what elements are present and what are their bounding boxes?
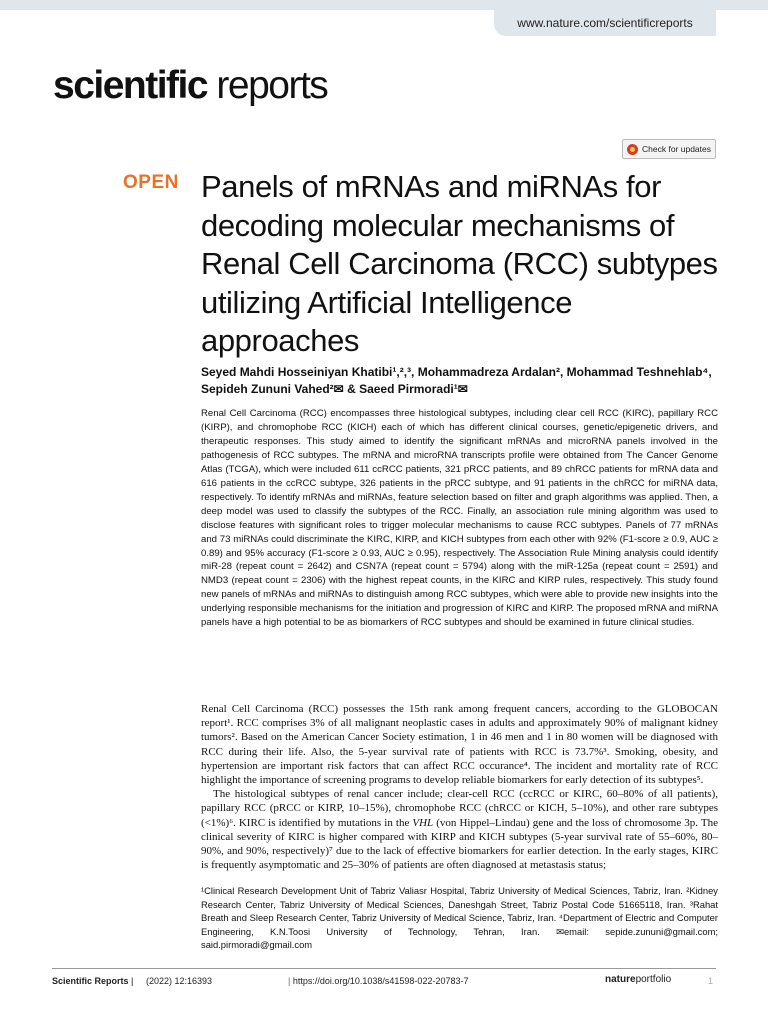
top-band <box>0 0 768 10</box>
footer-journal: Scientific Reports | <box>52 976 134 986</box>
article-title: Panels of mRNAs and miRNAs for decoding molecular mechanisms of Renal Cell Carcinoma (RCC) subtypes utilizing Artificial Intelligence approaches <box>201 169 718 358</box>
open-access-label: OPEN <box>123 172 179 193</box>
body-text <box>201 702 718 872</box>
page-number: 1 <box>708 976 714 986</box>
footer-divider <box>52 968 716 969</box>
publisher-logo: natureportfolio <box>605 974 672 985</box>
gene-name: VHL <box>412 816 434 829</box>
check-for-updates-label: Check for updates <box>642 144 711 154</box>
journal-title[interactable] <box>53 64 327 108</box>
journal-title-bold: scientific <box>53 64 208 107</box>
crossmark-icon <box>627 144 638 155</box>
journal-title-light: reports <box>207 64 328 107</box>
body-paragraph-1: Renal Cell Carcinoma (RCC) possesses the 15th rank among frequent cancers, according to the GLOBOCAN report¹. RCC comprises 3% of all malignant neoplastic cases in adults and approximately 90% of malignant kidney tumors². Based on the American Cancer Society estimation, 1 in 46 men and 1 in 80 women will be diagnosed with RCC during their life. Also, the 5-year survival rate of patients with RCC is 73.7%³. Smoking, obesity, and hypertension are important risk factors that can affect RCC occurance⁴. The incident and mortality rate of RCC highlight the importance of screening programs to develop reliable biomarkers for early detection of its subtypes⁵. <box>201 703 718 787</box>
abstract: Renal Cell Carcinoma (RCC) encompasses three histological subtypes, including clear cell RCC (KIRC), papillary RCC (KIRP), and chromophobe RCC (KICH) each of which has different clinical courses, genetic/epigenetic drivers, and therapeutic responses. This study aimed to identify the significant mRNAs and microRNA panels involved in the pathogenesis of RCC subtypes. The mRNA and microRNA transcripts profile were obtained from The Cancer Genome Atlas (TCGA), which were included 611 ccRCC patients, 321 pRCC patients, and 89 chRCC patients for mRNA data and 616 patients in the ccRCC subtype, 326 patients in the pRCC subtype, and 91 patients in the chRCC for miRNA data, respectively. To identify mRNAs and miRNAs, feature selection based on filter and graph algorithms was applied. Then, a deep model was used to classify the subtypes of the RCC. Finally, an association rule mining algorithm was used to disclose features with significant roles to trigger molecular mechanisms to cause RCC subtypes. Panels of 77 mRNAs and 73 miRNAs could discriminate the KIRC, KIRP, and KICH subtypes from each other with 92% (F1-score ≥ 0.9, AUC ≥ 0.89) and 95% accuracy (F1-score ≥ 0.93, AUC ≥ 0.95), respectively. The Association Rule Mining analysis could identify miR-28 (repeat count = 2642) and CSN7A (repeat count = 5794) along with the miR-125a (repeat count = 2591) and NMD3 (repeat count = 2306) with the highest repeat counts, in the KIRC and KIRP rules, respectively. This study found new panels of mRNAs and miRNAs to distinguish among RCC subtypes, which were able to provide new insights into the underlying responsible mechanisms for the initiation and progression of KIRC and KIRP. The proposed mRNA and miRNA panels have a high potential to be as biomarkers of RCC subtypes and should be examined in future clinical studies. <box>201 408 718 629</box>
check-for-updates-button[interactable] <box>622 139 716 159</box>
journal-url[interactable]: www.nature.com/scientificreports <box>494 10 716 36</box>
body-paragraph-2 <box>201 787 718 872</box>
doi-link[interactable]: https://doi.org/10.1038/s41598-022-20783-7 <box>292 976 469 986</box>
body-paragraph-2-part-b: (von Hippel–Lindau) gene and the loss of chromosome 3p. The clinical severity of KIRC is higher compared with KIRP and KICH subtypes (5-year survival rate of 55–60%, 80–90%, and 90%, respectively)⁷ due to the lack of effective biomarkers for earlier detection. In the early stages, KIRC is frequently asymptomatic and 25–30% of patients are often diagnosed at metastasis status; <box>201 816 718 872</box>
footer-doi[interactable]: | https://doi.org/10.1038/s41598-022-20783-7 <box>288 976 469 986</box>
author-list: Seyed Mahdi Hosseiniyan Khatibi¹,²,³, Mohammadreza Ardalan², Mohammad Teshnehlab⁴, Sepideh Zununi Vahed²✉ & Saeed Pirmoradi¹✉ <box>201 365 712 396</box>
body-paragraph-2-part-a: The histological subtypes of renal cancer include; clear-cell RCC (ccRCC or KIRC, 60–80% of all patients), papillary RCC (pRCC or KIRP, 10–15%), chromophobe RCC (chRCC or KICH, 5–10%), and other rare subtypes (<1%)⁶. KIRC is identified by mutations in the <box>201 788 718 829</box>
footer-year-volume: (2022) 12:16393 <box>146 976 213 986</box>
affiliations: ¹Clinical Research Development Unit of Tabriz Valiasr Hospital, Tabriz University of Medical Sciences, Tabriz, Iran. ²Kidney Research Center, Tabriz University of Medical Sciences, Daneshgah Street, Tabriz Postal Code 51665118, Iran. ³Rahat Breath and Sleep Research Center, Tabriz University of Medical Science, Tabriz, Iran. ⁴Department of Electric and Computer Engineering, K.N.Toosi University of Technology, Tehran, Iran. ✉email: sepide.zununi@gmail.com; said.pirmoradi@gmail.com <box>201 885 718 951</box>
footer <box>52 974 716 990</box>
